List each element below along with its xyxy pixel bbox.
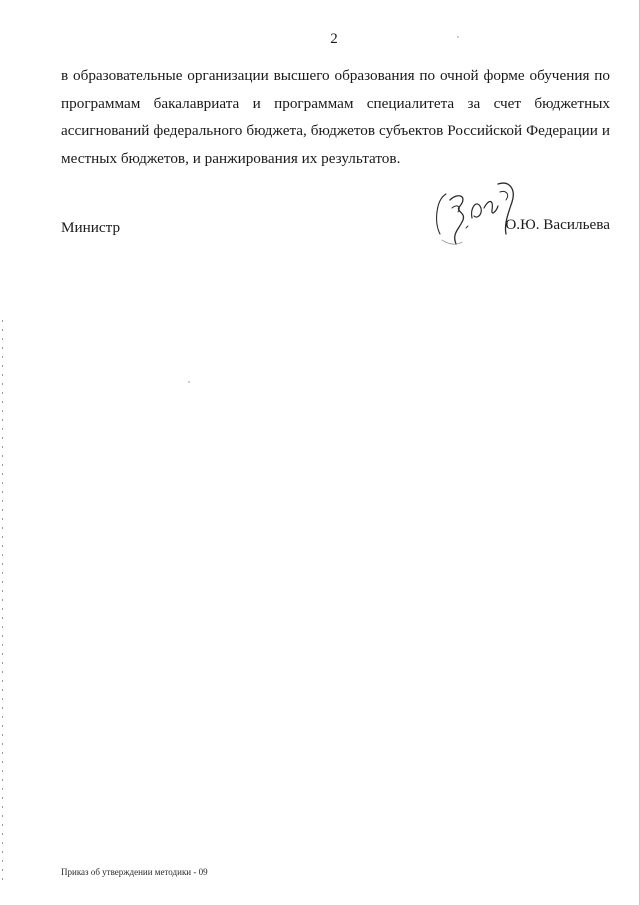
signatory-position: Министр	[61, 219, 121, 236]
scan-edge-artifact	[2, 320, 3, 880]
page-number: 2	[330, 31, 338, 47]
signature-block	[61, 210, 610, 244]
signatory-name: О.Ю. Васильева	[505, 216, 610, 233]
body-paragraph: в образовательные организации высшего образования по очной форме обучения по программам бакалавриата и программам специалитета за счет бюджетных ассигнований федерального бюджета, бюджетов субъектов Российской Федерации и местных бюджетов, и ранжирования их результатов.	[61, 67, 610, 167]
scan-speck	[188, 381, 190, 383]
handwritten-signature	[428, 178, 520, 250]
footer-note: Приказ об утверждении методики - 09	[61, 867, 208, 877]
